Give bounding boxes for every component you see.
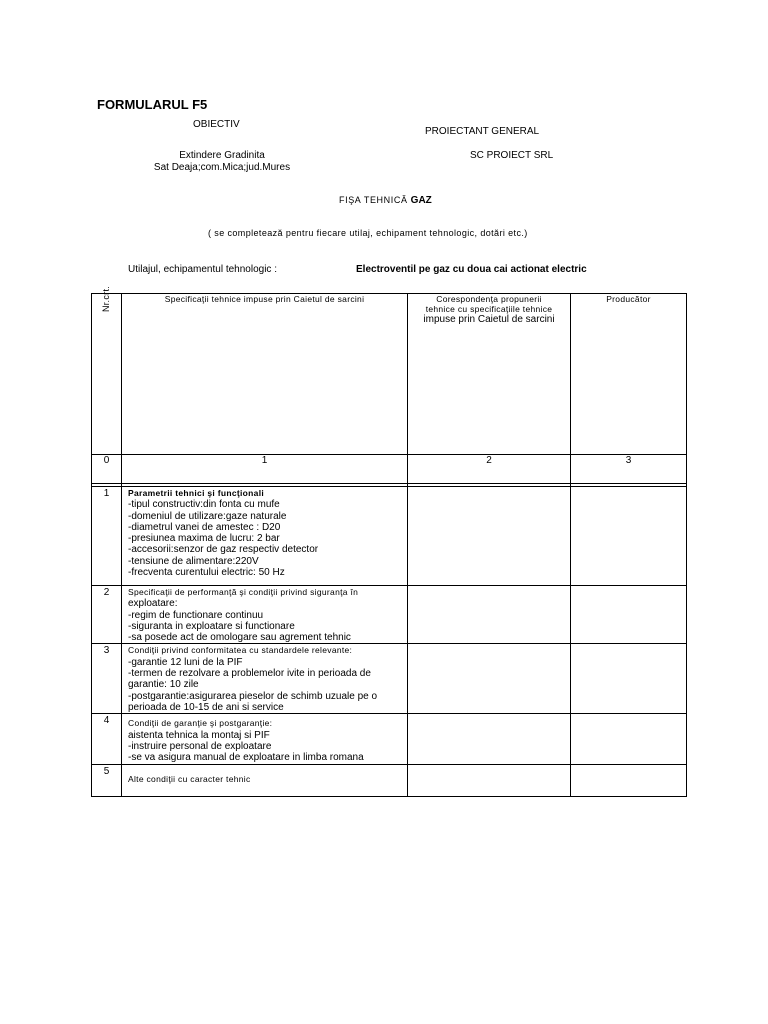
col-corr-line2: tehnice cu specificaţiile tehnice	[425, 304, 553, 314]
row-line: -sa posede act de omologare sau agrement tehnic	[128, 632, 351, 644]
row-correspondence-cell[interactable]	[408, 765, 571, 797]
row-line: aistenta tehnica la montaj si PIF	[128, 729, 270, 741]
row-heading: Specificaţii de performanţă şi condiţii privind siguranţa în	[128, 587, 359, 597]
col-corr-line3: impuse prin Caietul de sarcini	[423, 314, 555, 325]
row-line: -frecventa curentului electric: 50 Hz	[128, 567, 285, 579]
row-producer-cell[interactable]	[571, 586, 687, 644]
column-number-row	[92, 455, 687, 484]
row-content	[122, 586, 408, 644]
col-nr-header	[92, 285, 122, 455]
row-line: -garantie 12 luni de la PIF	[128, 656, 243, 668]
equipment-label: Utilajul, echipamentul tehnologic :	[128, 264, 277, 275]
col-nr-label: Nr.crt.	[101, 285, 112, 313]
table-row	[92, 487, 687, 586]
column-number-3: 3	[571, 455, 687, 484]
row-line: garantie: 10 zile	[128, 679, 199, 691]
sheet-title	[339, 195, 432, 206]
column-number-2: 2	[408, 455, 571, 484]
row-correspondence-cell[interactable]	[408, 714, 571, 765]
row-correspondence-cell[interactable]	[408, 487, 571, 586]
row-line: -domeniul de utilizare:gaze naturale	[128, 510, 287, 522]
row-content	[122, 714, 408, 765]
objective-label: OBIECTIV	[193, 119, 240, 130]
col-corr-line1: Corespondenţa propunerii	[436, 294, 542, 304]
table-row	[92, 586, 687, 644]
table-header-row	[92, 294, 687, 455]
designer-label: PROIECTANT GENERAL	[425, 126, 540, 137]
row-line: -se va asigura manual de exploatare in limba romana	[128, 752, 364, 764]
spec-table	[91, 285, 687, 797]
row-content	[122, 765, 408, 797]
sheet-note: ( se completează pentru fiecare utilaj, echipament tehnologic, dotări etc.)	[208, 228, 528, 238]
table-row	[92, 765, 687, 797]
row-line: -regim de functionare continuu	[128, 609, 264, 621]
row-line: -tipul constructiv:din fonta cu mufe	[128, 499, 280, 511]
row-number: 4	[92, 714, 122, 765]
row-producer-cell[interactable]	[571, 487, 687, 586]
row-heading: Condiţii privind conformitatea cu standardele relevante:	[128, 645, 353, 656]
objective-location: Sat Deaja;com.Mica;jud.Mures	[153, 162, 291, 173]
row-line: -siguranta in exploatare si functionare	[128, 620, 295, 632]
row-heading: Alte condiţii cu caracter tehnic	[128, 774, 251, 785]
col-spec-header: Specificaţii tehnice impuse prin Caietul de sarcini	[122, 294, 408, 455]
row-producer-cell[interactable]	[571, 714, 687, 765]
row-line: -diametrul vanei de amestec : D20	[128, 521, 281, 533]
table-row	[92, 644, 687, 714]
row-number: 5	[92, 765, 122, 797]
row-correspondence-cell[interactable]	[408, 644, 571, 714]
row-producer-cell[interactable]	[571, 765, 687, 797]
row-heading: Parametrii tehnici şi funcţionali	[128, 488, 265, 498]
col-corr-header	[408, 294, 571, 455]
objective-name: Extindere Gradinita	[179, 150, 265, 161]
row-line: exploatare:	[128, 598, 178, 610]
row-number: 3	[92, 644, 122, 714]
table-row	[92, 714, 687, 765]
designer-name: SC PROIECT SRL	[470, 150, 554, 161]
row-line: -postgarantie:asigurarea pieselor de schimb uzuale pe o	[128, 690, 378, 702]
form-title: FORMULARUL F5	[97, 97, 208, 112]
row-line: -accesorii:senzor de gaz respectiv detector	[128, 544, 319, 556]
row-producer-cell[interactable]	[571, 644, 687, 714]
row-content	[122, 487, 408, 586]
column-number-1: 1	[122, 455, 408, 484]
row-number: 1	[92, 487, 122, 586]
row-line: -presiunea maxima de lucru: 2 bar	[128, 533, 280, 545]
sheet-title-suffix: GAZ	[410, 195, 432, 206]
row-content	[122, 644, 408, 714]
row-line: -termen de rezolvare a problemelor ivite in perioada de	[128, 668, 371, 680]
equipment-value: Electroventil pe gaz cu doua cai actionat electric	[356, 264, 587, 275]
col-producer-header: Producător	[571, 294, 687, 455]
column-number-0: 0	[92, 455, 122, 484]
row-heading: Condiţii de garanţie şi postgaranţie:	[128, 718, 273, 729]
row-line: -tensiune de alimentare:220V	[128, 555, 259, 567]
sheet-title-prefix: FIŞA TEHNICĂ	[339, 195, 408, 205]
row-correspondence-cell[interactable]	[408, 586, 571, 644]
row-line: -instruire personal de exploatare	[128, 741, 272, 753]
row-number: 2	[92, 586, 122, 644]
row-line: perioada de 10-15 de ani si service	[128, 701, 284, 713]
